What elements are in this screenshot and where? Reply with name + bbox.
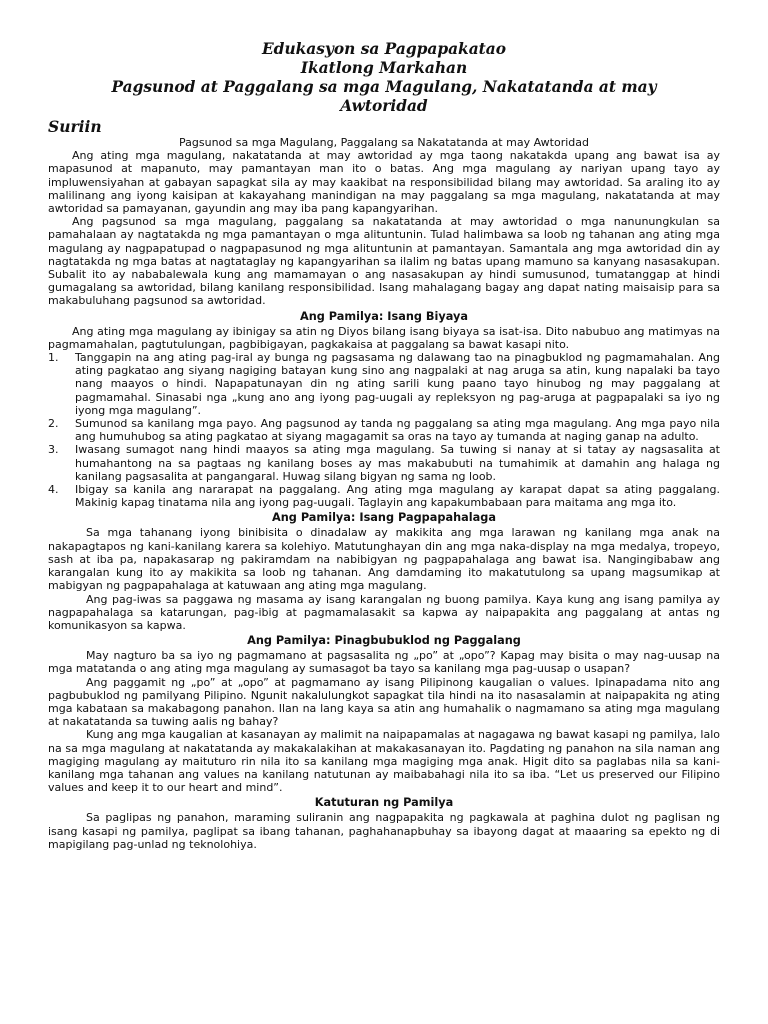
list-item-number: 4. [48, 483, 59, 497]
lesson-subtitle: Pagsunod sa mga Magulang, Paggalang sa Nakatatanda at may Awtoridad [179, 136, 589, 149]
quarter-title: Ikatlong Markahan [300, 59, 468, 77]
heading-biyaya: Ang Pamilya: Isang Biyaya [299, 309, 469, 323]
list-item-text: Ibigay sa kanila ang nararapat na paggalang. Ang ating mga magulang ay karapat dapat sa ating paggalang. Makinig kapag tinatama nila ang iyong pag-uugali. Taglayin ang kapakumbabaan para maitama ang mga ito. [75, 483, 720, 510]
list-item [48, 417, 720, 443]
list-item [48, 443, 720, 483]
pagpapahalaga-paragraph-1: Sa mga tahanang iyong binibisita o dinadalaw ay makikita ang mga larawan ng kanilang mga anak na nakapagtapos ng kani-kanilang karera sa kolehiyo. Matutunghayan din ang mga naka-display na mga medalya, tropeyo, sash at iba pa, napakasarap ng pakiramdam na nabibigyan ng pagpapahalaga ang bawat isa. Nangingibabaw ang karangalan kung ito ay makikita sa loob ng tahanan. Ang damdaming ito makatutulong sa upang magsumikap at mabigyan ng pagpapahalaga at katuwaan ang ating mga magulang. [48, 526, 720, 593]
heading-pagpapahalaga: Ang Pamilya: Isang Pagpapahalaga [272, 511, 496, 525]
biyaya-list [48, 351, 720, 509]
heading-pinagbubuklod: Ang Pamilya: Pinagbubuklod ng Paggalang [247, 634, 521, 648]
document-header [48, 40, 720, 116]
intro-paragraph-1: Ang ating mga magulang, nakatatanda at may awtoridad ay mga taong nakatakda upang ang bawat isa ay mapasunod at mapanuto, may pamantayan man ito o batas. Ang mga magulang ay nariyan upang tayo ay impluwensiyahan at gabayan sapagkat sila ay may kaakibat na responsibilidad bilang may awtoridad. Sa araling ito ay malilinang ang iyong kaisipan at kakayahang manindigan na may paggalang sa mga magulang, nakatatanda at may awtoridad sa pamayanan, gayundin ang may iba pang kapangyarihan. [48, 149, 720, 216]
list-item-text: Sumunod sa kanilang mga payo. Ang pagsunod ay tanda ng paggalang sa ating mga magulang. Ang mga payo nila ang humuhubog sa ating pagkatao at siyang magagamit sa oras na tayo ay tumanda at naging ganap na adulto. [75, 417, 720, 444]
pinagbubuklod-paragraph-2: Ang paggamit ng „po” at „opo” at pagmamano ay isang Pilipinong kaugalian o values. Ipinapadama nito ang pagbubuklod ng pamilyang Pilipino. Ngunit nakalulungkot sapagkat tila hindi na ito nasasalamin at naipapakita ng ating mga kabataan sa makabagong panahon. Ilan na lang kaya sa atin ang humahalik o nagmamano sa ating mga magulang at nakatatanda sa tuwing aalis ng bahay? [48, 675, 720, 729]
list-item-text: Tanggapin na ang ating pag-iral ay bunga ng pagsasama ng dalawang tao na pinagbuklod ng pagmamahalan. Ang ating pagkatao ang siyang nagiging batayan kung sino ang nagpalaki at nag aruga sa atin, kung napalaki ba tayo nang maayos o hindi. Napapatunayan din ng ating sarili kung paano tayo hinubog ng may paggalang at pagmamahal. Sinasabi nga „kung ano ang iyong pag-uugali ay repleksyon ng pag-aruga at pagpapalaki sa iyo ng iyong mga magulang”. [75, 351, 720, 417]
biyaya-paragraph: Ang ating mga magulang ay ibinigay sa atin ng Diyos bilang isang biyaya sa isat-isa. Dito nabubuo ang matimyas na pagmamahalan, pagtutulungan, pagbibigayan, pagkakaisa at paggalang sa bawat kasapi nito. [48, 324, 720, 351]
pinagbubuklod-paragraph-3: Kung ang mga kaugalian at kasanayan ay malimit na naipapamalas at nagagawa ng bawat kasapi ng pamilya, lalo na sa mga magulang at nakatatanda ay makakalakihan at makakasanayan ito. Pagdating ng panahon na sila naman ang magiging magulang ay maituturo rin nila ito sa kanilang mga magiging mga anak. Higit dito sa paglabas nila sa kani-kanilang mga tahanan ang values na kanilang natutunan ay maibabahagi nila ito sa iba. “Let us preserved our Filipino values and keep it to our heart and mind”. [48, 728, 720, 795]
pagpapahalaga-paragraph-2: Ang pag-iwas sa paggawa ng masama ay isang karangalan ng buong pamilya. Kaya kung ang isang pamilya ay nagpapahalaga sa katarungan, pag-ibig at pagmamalasakit sa kapwa ay naipapakita ang paggalang at antas ng komunikasyon sa kapwa. [48, 592, 720, 632]
list-item [48, 351, 720, 417]
katuturan-paragraph: Sa paglipas ng panahon, maraming suliranin ang nagpapakita ng pagkawala at paghina dulot ng paglisan ng isang kasapi ng pamilya, paglipat sa ibang tahanan, paghahanapbuhay sa ibayong dagat at maaaring sa epekto ng di mapigilang pag-unlad ng teknolohiya. [48, 811, 720, 851]
lesson-title: Pagsunod at Paggalang sa mga Magulang, Nakatatanda at may [111, 78, 657, 96]
heading-katuturan: Katuturan ng Pamilya [314, 796, 454, 810]
pinagbubuklod-paragraph-1: May nagturo ba sa iyo ng pagmamano at pagsasalita ng „po” at „opo”? Kapag may bisita o may nag-uusap na mga matatanda o ang ating mga magulang ay sumasagot ba tayo sa kanilang mga pag-uusap o usapan? [48, 649, 720, 676]
lesson-title-continued: Awtoridad [340, 97, 428, 115]
intro-paragraph-2: Ang pagsunod sa mga magulang, paggalang sa nakatatanda at may awtoridad o mga nanunungkulan sa pamahalaan ay nagtatakda ng mga pamantayan o mga alituntunin. Tulad halimbawa sa loob ng tahanan ang ating mga magulang ay nagpapatupad o nagpapasunod ng mga alituntunin at pamantayan. Samantala ang mga awtoridad din ay nagtatakda ng mga batas at nagtataglay ng kapangyarihan sa ilalim ng batas upang mamuno sa kanyang nasasakupan. Subalit ito ay nababalewala kung ang mamamayan o ang nasasakupan ay hindi sumusunod, tumatanggap at hindi gumagalang sa awtoridad, bilang kanilang responsibilidad. Isang mahalagang bagay ang dapat nating maisaisip para sa makabuluhang pagsunod sa awtoridad. [48, 215, 720, 308]
list-item-number: 2. [48, 417, 59, 431]
subject-title: Edukasyon sa Pagpapakatao [261, 40, 507, 58]
section-suriin: Suriin [48, 117, 102, 136]
list-item-number: 3. [48, 443, 59, 457]
list-item [48, 483, 720, 509]
list-item-number: 1. [48, 351, 59, 365]
list-item-text: Iwasang sumagot nang hindi maayos sa ating mga magulang. Sa tuwing si nanay at si tatay ay nagsasalita at humahantong na sa pagtaas ng kanilang boses ay mas makabubuti na tumahimik at damahin ang halaga ng kanilang pagsasalita at pangangaral. Huwag silang bigyan ng sama ng loob. [75, 443, 720, 483]
